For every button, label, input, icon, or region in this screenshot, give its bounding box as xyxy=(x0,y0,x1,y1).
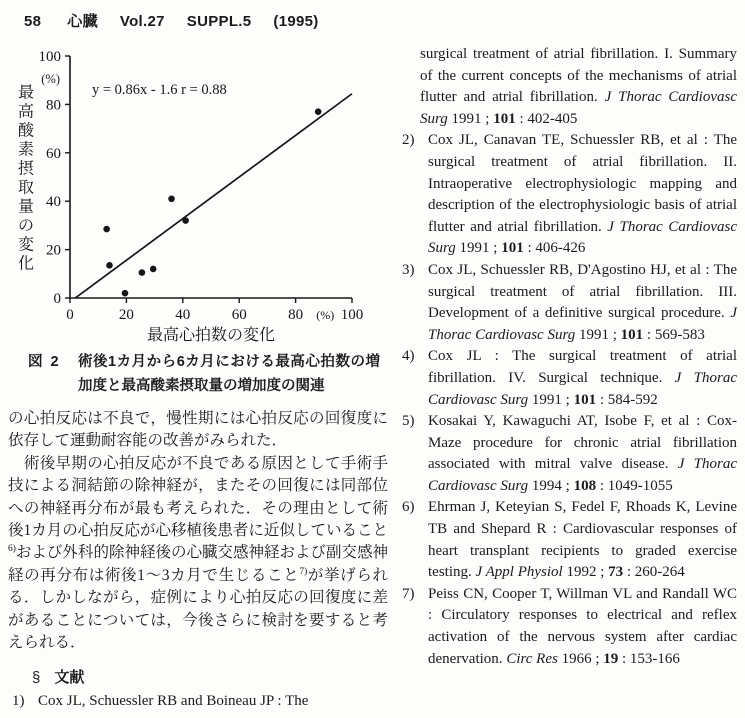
text-run: 1991 ; xyxy=(447,110,494,127)
text-run: Cox JL, Schuessler RB, D'Agostino HJ, et al : The surgical treatment of atrial fibrillation. III. Development of a definitive surgical procedure. xyxy=(428,261,737,322)
journal-name: J Thorac Cardiovasc Surg xyxy=(428,369,738,408)
journal-volume: Vol.27 xyxy=(119,13,165,30)
text-run: 1991 ; xyxy=(455,240,502,257)
text-run: の心拍反応は不良で，慢性期には心拍反応の回復度に依存して運動耐容能の改善がみられた． xyxy=(8,410,388,450)
references-heading-title: 文献 xyxy=(54,669,85,687)
text-run: : 584-592 xyxy=(596,391,658,408)
x-axis-label: 最高心拍数の変化 xyxy=(146,327,276,344)
text-run: 術後早期の心拍反応が不良である原因として手術手技による洞結節の除神経が，またその回復には同部位への神経再分布が最も考えられた．その理由として術後1カ月の心拍反応が心移植後患者に近似していること xyxy=(8,454,388,540)
scatter-chart-figure xyxy=(8,42,388,346)
x-axis-tick-label: 0 xyxy=(66,307,74,323)
text-run: Cox JL, Canavan TE, Schuessler RB, et al : The surgical treatment of atrial fibrillation. II. Intraoperative electrophysiologic mapping and description of the electrophysiologic basis of atrial flutter and atrial fibrillation. xyxy=(428,132,737,235)
x-axis-tick-label: 40 xyxy=(175,307,191,323)
reference-number: 7) xyxy=(402,585,415,602)
y-axis-tick-label: 40 xyxy=(46,194,61,211)
scatter-point xyxy=(182,217,189,224)
reference-item xyxy=(402,260,737,346)
two-column-layout xyxy=(8,42,737,713)
journal-name: J Thorac Cardiovasc Surg xyxy=(420,89,737,127)
body-paragraph xyxy=(8,453,388,655)
text-run: surgical treatment of atrial fibrillation. I. Summary of the current concepts of the mechanisms of atrial flutter and atrial fibrillation. xyxy=(420,46,737,106)
volume-number: 108 xyxy=(573,477,597,494)
y-axis-tick-label: 80 xyxy=(46,97,61,114)
body-text xyxy=(8,408,388,654)
reference-item xyxy=(402,411,737,497)
scatter-point xyxy=(139,269,146,276)
text-run: : 569-583 xyxy=(643,326,705,343)
reference-item xyxy=(12,691,388,713)
reference-number: 3) xyxy=(402,261,415,278)
reference-superscript: 6) xyxy=(8,544,16,555)
page-number: 58 xyxy=(24,13,42,30)
scatter-point xyxy=(103,226,110,233)
section-mark: § xyxy=(32,669,41,687)
journal-name: J Thorac Cardiovasc Surg xyxy=(428,218,737,257)
text-run: 1994 ; xyxy=(528,477,574,494)
x-axis-tick-label: 80 xyxy=(288,307,304,323)
scatter-chart xyxy=(8,42,380,346)
scatter-point xyxy=(168,195,175,202)
volume-number: 101 xyxy=(620,326,644,343)
reference-number: 6) xyxy=(402,499,415,516)
reference-number: 2) xyxy=(402,132,415,149)
text-run: Kosakai Y, Kawaguchi AT, Isobe F, et al : Cox-Maze procedure for chronic atrial fibrillation associated with mitral valve disease. xyxy=(428,413,737,473)
scatter-point xyxy=(315,108,322,115)
figure-caption xyxy=(28,350,388,398)
volume-number: 101 xyxy=(501,240,524,257)
equation-annotation: y = 0.86x - 1.6 r = 0.88 xyxy=(92,82,227,98)
scatter-point xyxy=(150,266,157,273)
journal-year: (1995) xyxy=(273,13,319,30)
text-run: 1992 ; xyxy=(562,564,609,581)
y-axis-tick-label: 60 xyxy=(46,145,61,162)
figure-caption-text: 術後1カ月から6カ月における最高心拍数の増加度と最高酸素摂取量の増加度の関連 xyxy=(78,354,380,394)
reference-item-continuation xyxy=(402,44,737,130)
regression-line xyxy=(75,94,352,298)
figure-caption-label: 図 2 xyxy=(28,354,61,370)
body-paragraph xyxy=(8,408,388,453)
text-run: 1966 ; xyxy=(557,650,604,667)
y-axis-tick-label: 100 xyxy=(38,49,61,65)
reference-number: 5) xyxy=(402,413,415,430)
scatter-point xyxy=(106,262,113,269)
reference-item xyxy=(402,497,737,583)
journal-supplement: SUPPL.5 xyxy=(186,13,252,30)
text-run: が挙げられる．しかしながら，症例により心拍反応の回復度に差があることについては，今後さらに検討を要すると考えられる． xyxy=(8,566,388,652)
right-column xyxy=(402,42,737,713)
text-run: Ehrman J, Keteyian S, Fedel F, Rhoads K, Levine TB and Shepard R : Cardiovascular responses of heart transplant recipients to graded exercise testing. xyxy=(428,499,737,581)
text-run: Cox JL : The surgical treatment of atrial fibrillation. IV. Surgical technique. xyxy=(428,348,737,386)
volume-number: 73 xyxy=(608,564,624,581)
reference-superscript: 7) xyxy=(299,566,308,577)
references-list-left xyxy=(12,691,388,713)
text-run: Cox JL, Schuessler RB and Boineau JP : The xyxy=(38,693,309,710)
text-run: 1991 ; xyxy=(575,326,621,343)
reference-item xyxy=(402,130,737,260)
scatter-point xyxy=(122,290,129,297)
x-axis-tick-label: 100 xyxy=(340,307,364,323)
text-run: : 153-166 xyxy=(618,650,680,667)
text-run: : 406-426 xyxy=(523,240,586,257)
text-run: Peiss CN, Cooper T, Willman VL and Randall WC : Circulatory responses to electrical and reflex activation of the nervous system after cardiac denervation. xyxy=(428,585,737,667)
text-run: : 260-264 xyxy=(623,564,685,581)
text-run: : 402-405 xyxy=(515,110,578,127)
y-axis-label: 最高酸素摂取量の変化 xyxy=(17,84,35,273)
volume-number: 101 xyxy=(493,110,516,127)
text-run: : 1049-1055 xyxy=(596,477,673,494)
x-axis-unit-label: (%) xyxy=(316,308,335,322)
journal-title: 心臓 xyxy=(67,13,98,30)
journal-name: J Appl Physiol xyxy=(475,564,563,581)
references-heading xyxy=(32,666,388,687)
reference-item xyxy=(402,346,737,411)
x-axis-tick-label: 20 xyxy=(118,307,134,323)
y-axis-unit-label: (%) xyxy=(41,72,60,86)
x-axis-tick-label: 60 xyxy=(231,307,247,323)
reference-number: 1) xyxy=(12,693,25,710)
text-run: 1991 ; xyxy=(528,391,574,408)
text-run: および外科的除神経後の心臓交感神経および副交感神経の再分布は術後1～3カ月で生じること xyxy=(8,544,388,584)
reference-item xyxy=(402,584,737,670)
left-column xyxy=(8,42,388,713)
references-list-right xyxy=(402,44,737,670)
volume-number: 101 xyxy=(573,391,597,408)
y-axis-tick-label: 20 xyxy=(46,242,61,259)
page-header xyxy=(8,10,737,34)
journal-name: J Thorac Cardiovasc Surg xyxy=(428,305,737,343)
journal-name: J Thorac Cardiovasc Surg xyxy=(428,456,737,494)
reference-number: 4) xyxy=(402,348,415,365)
y-axis-tick-label: 0 xyxy=(53,291,61,307)
journal-name: Circ Res xyxy=(506,650,558,667)
volume-number: 19 xyxy=(603,650,619,667)
